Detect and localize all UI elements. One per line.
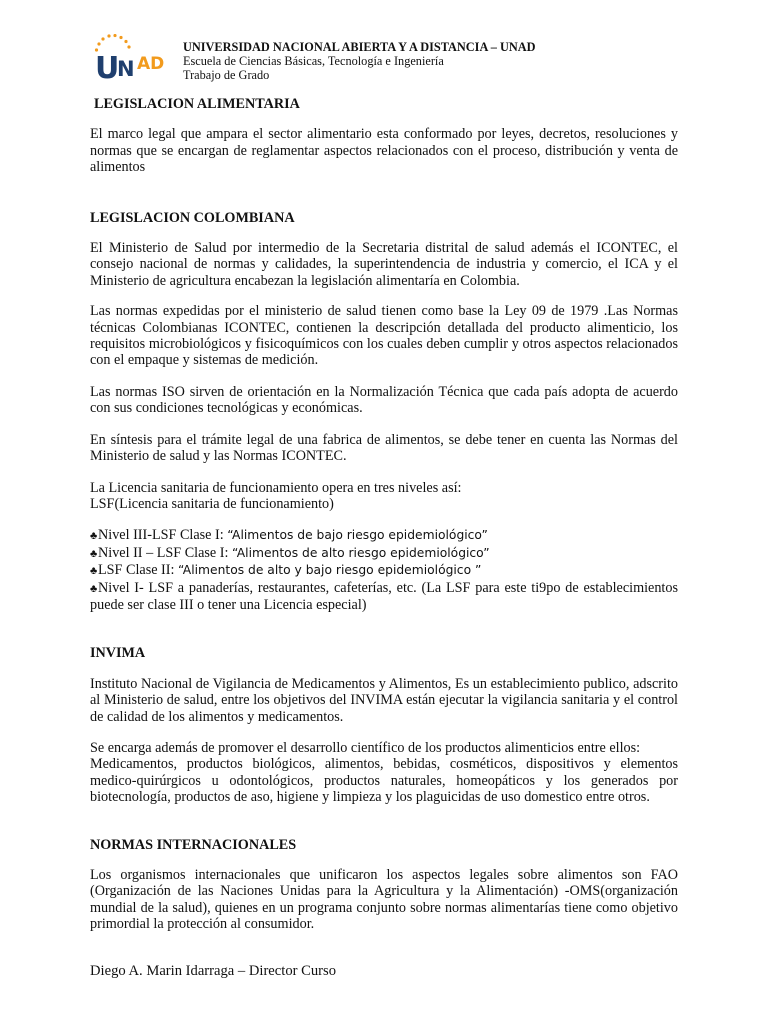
document-body	[90, 96, 678, 933]
club-icon: ♣	[90, 530, 98, 543]
paragraph: El Ministerio de Salud por intermedio de la Secretaria distrital de salud además el ICONTEC, el consejo nacional de normas y calidades, la superintendencia de industria y comercio, el ICA y el Ministerio de agricultura encabezan la legislación alimentaría en Colombia.	[90, 240, 678, 289]
unad-logo	[93, 34, 177, 82]
paragraph: Se encarga además de promover el desarrollo científico de los productos alimenticios entre ellos:	[90, 739, 641, 756]
footer-author: Diego A. Marin Idarraga – Director Curso	[90, 963, 336, 979]
club-icon: ♣	[90, 582, 98, 595]
paragraph: Las normas ISO sirven de orientación en la Normalización Técnica que cada país adopta de acuerdo con sus condiciones tecnológicas y económicas.	[90, 383, 678, 417]
heading-invima: INVIMA	[90, 645, 146, 662]
list-item: ♣Nivel III-LSF Clase I: “Alimentos de bajo riesgo epidemiológico”	[90, 527, 488, 544]
header-block	[183, 40, 535, 82]
header-school: Escuela de Ciencias Básicas, Tecnología e Ingeniería	[183, 54, 444, 68]
paragraph: Las normas expedidas por el ministerio de salud tienen como base la Ley 09 de 1979 .Las Normas técnicas Colombianas ICONTEC, contienen la descripción detallada del producto alimenticio, los requisitos microbiológicos y fisicoquímicos con los cuales deben cumplir y otros aspectos relacionados con el empaque y sistemas de medición.	[90, 303, 678, 369]
bullet-list	[90, 527, 678, 613]
heading-normas-internacionales: NORMAS INTERNACIONALES	[90, 836, 297, 853]
paragraph: LSF(Licencia sanitaria de funcionamiento)	[90, 495, 334, 512]
club-icon: ♣	[90, 547, 98, 560]
paragraph: Los organismos internacionales que unificaron los aspectos legales sobre alimentos son FAO (Organización de las Naciones Unidas para la Agricultura y la Alimentación) -OMS(organización mundial de la salud), quienes en un programa conjunto sobre normas alimentarías tiene como objetivo primordial la protección al consumidor.	[90, 867, 678, 933]
svg-text:AD: AD	[137, 54, 165, 74]
list-item: ♣Nivel I- LSF a panaderías, restaurantes, cafeterías, etc. (La LSF para este ti9po de establecimientos puede ser clase III o tener una Licencia especial)	[90, 579, 678, 613]
club-icon: ♣	[90, 565, 98, 578]
paragraph: El marco legal que ampara el sector alimentario esta conformado por leyes, decretos, resoluciones y normas que se encargan de reglamentar aspectos relacionados con el proceso, distribución y venta de alimentos	[90, 126, 678, 176]
svg-text:U: U	[95, 51, 120, 82]
list-item: ♣Nivel II – LSF Clase I: “Alimentos de alto riesgo epidemiológico”	[90, 544, 490, 561]
paragraph: La Licencia sanitaria de funcionamiento opera en tres niveles así:	[90, 479, 462, 496]
header-course: Trabajo de Grado	[183, 68, 270, 82]
paragraph: En síntesis para el trámite legal de una fabrica de alimentos, se debe tener en cuenta las Normas del Ministerio de salud y las Normas ICONTEC.	[90, 431, 678, 465]
heading-legislacion-alimentaria: LEGISLACION ALIMENTARIA	[94, 96, 300, 112]
svg-text:N: N	[117, 57, 135, 81]
paragraph: Medicamentos, productos biológicos, alimentos, bebidas, cosméticos, dispositivos y elementos medico-quirúrgicos u odontológicos, productos naturales, homeopáticos y los generados por biotecnología, productos de aso, higiene y limpieza y los plaguicidas de uso domestico entre otros.	[90, 756, 678, 806]
header-university: UNIVERSIDAD NACIONAL ABIERTA Y A DISTANCIA – UNAD	[183, 40, 536, 54]
list-item: ♣LSF Clase II: “Alimentos de alto y bajo riesgo epidemiológico ”	[90, 562, 482, 579]
paragraph: Instituto Nacional de Vigilancia de Medicamentos y Alimentos, Es un establecimiento publico, adscrito al Ministerio de salud, entre los objetivos del INVIMA están ejecutar la vigilancia sanitaria y el control de calidad de los alimentos y medicamentos.	[90, 675, 678, 725]
heading-legislacion-colombiana: LEGISLACION COLOMBIANA	[90, 209, 295, 226]
